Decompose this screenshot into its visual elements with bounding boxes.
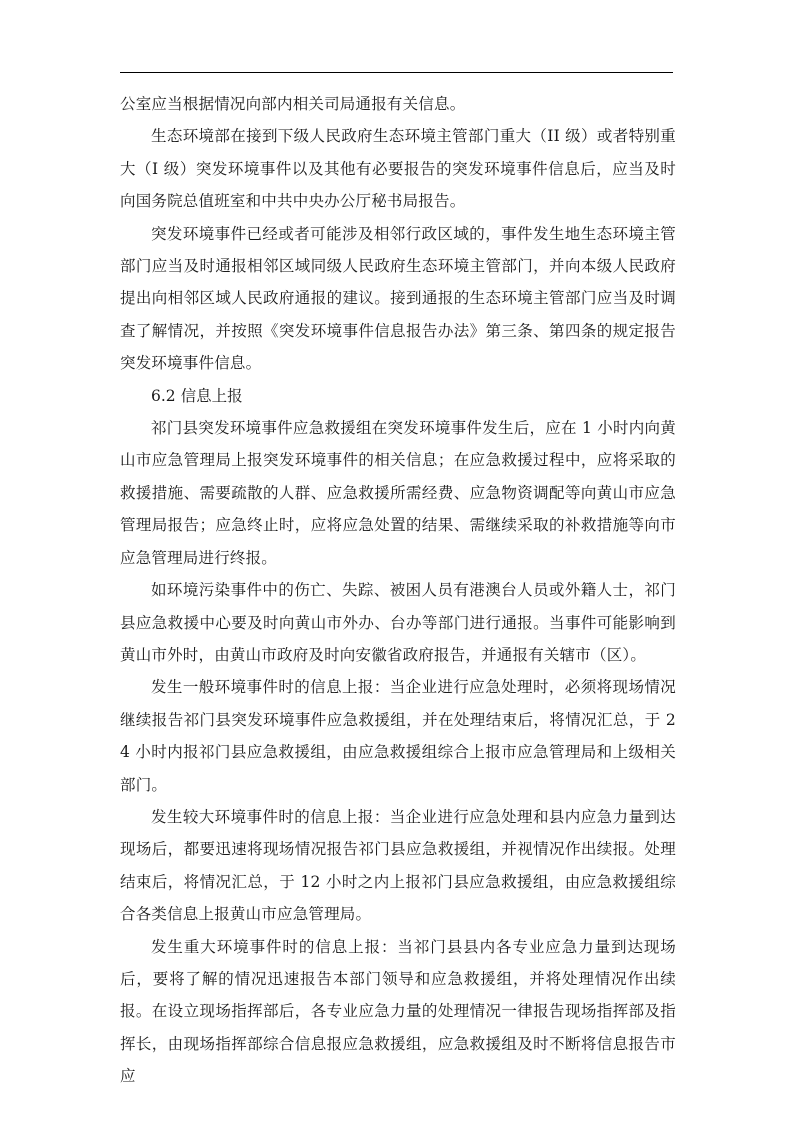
- section-heading-6-2: 6.2 信息上报: [151, 386, 243, 405]
- paragraph-qimen-report: 祁门县突发环境事件应急救援组在突发环境事件发生后，应在 1 小时内向黄山市应急管理局上报突发环境事件的相关信息；在应急救援过程中，应将采取的救援措施、需要疏散的人群、应急救援所需经费、应急物资调配等向黄山市应急管理局报告；应急终止时，应将应急处置的结果、需继续采取的补救措施等向市应急管理局进行终报。: [120, 419, 676, 567]
- paragraph-adjacent-regions: 突发环境事件已经或者可能涉及相邻行政区域的，事件发生地生态环境主管部门应当及时通报相邻区域同级人民政府生态环境主管部门，并向本级人民政府提出向相邻区域人民政府通报的建议。接到通报的生态环境主管部门应当及时调查了解情况，并按照《突发环境事件信息报告办法》第三条、第四条的规定报告突发环境事件信息。: [120, 224, 676, 373]
- paragraph-general-event: 发生一般环境事件时的信息上报：当企业进行应急处理时，必须将现场情况继续报告祁门县突发环境事件应急救援组，并在处理结束后，将情况汇总，于 24 小时内报祁门县应急救援组，由应急救援组综合上报市应急管理局和上级相关部门。: [120, 678, 676, 794]
- header-rule: [120, 72, 673, 73]
- paragraph-foreign-casualties: 如环境污染事件中的伤亡、失踪、被困人员有港澳台人员或外籍人士，祁门县应急救援中心要及时向黄山市外办、台办等部门进行通报。当事件可能影响到黄山市外时，由黄山市政府及时向安徽省政府报告，并通报有关辖市（区）。: [120, 581, 676, 664]
- paragraph-ministry-report: 生态环境部在接到下级人民政府生态环境主管部门重大（II 级）或者特别重大（I 级）突发环境事件以及其他有必要报告的突发环境事件信息后，应当及时向国务院总值班室和中共中央办公厅秘书局报告。: [120, 127, 676, 211]
- document-body: [120, 88, 676, 1093]
- paragraph-continuation: 公室应当根据情况向部内相关司局通报有关信息。: [120, 95, 466, 113]
- paragraph-larger-event: 发生较大环境事件时的信息上报：当企业进行应急处理和县内应急力量到达现场后，都要迅速将现场情况报告祁门县应急救援组，并视情况作出续报。处理结束后，将情况汇总，于 12 小时之内上报祁门县应急救援组，由应急救援组综合各类信息上报黄山市应急管理局。: [120, 807, 676, 924]
- paragraph-major-event: 发生重大环境事件时的信息上报：当祁门县县内各专业应急力量到达现场后，要将了解的情况迅速报告本部门领导和应急救援组，并将处理情况作出续报。在设立现场指挥部后，各专业应急力量的处理情况一律报告现场指挥部及指挥长，由现场指挥部综合信息报应急救援组，应急救援组及时不断将信息报告市应: [120, 937, 676, 1086]
